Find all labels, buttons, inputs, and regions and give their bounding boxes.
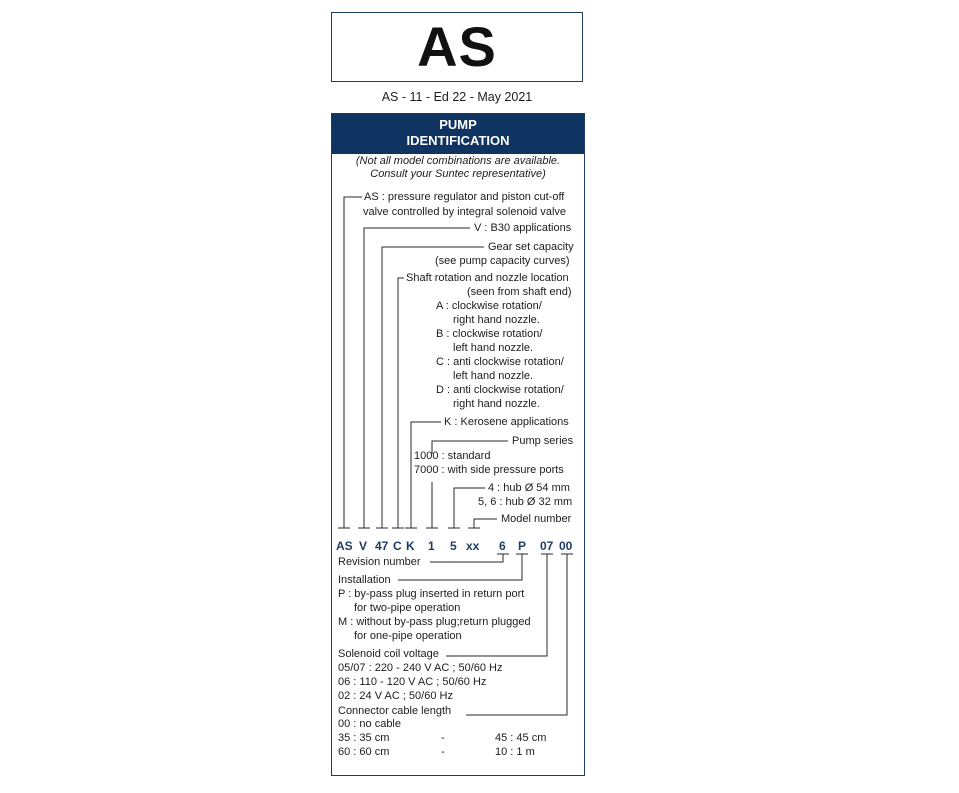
label-b-2: left hand nozzle. bbox=[453, 342, 534, 354]
label-gear-2: (see pump capacity curves) bbox=[435, 255, 570, 267]
label-cable-00: 00 : no cable bbox=[338, 718, 401, 730]
label-series-1000: 1000 : standard bbox=[414, 450, 491, 462]
label-cable-35: 35 : 35 cm bbox=[338, 732, 390, 744]
code-v: V bbox=[359, 539, 368, 553]
dash-1: - bbox=[441, 732, 445, 744]
label-series: Pump series bbox=[512, 435, 574, 447]
label-coil-3: 02 : 24 V AC ; 50/60 Hz bbox=[338, 690, 453, 702]
label-coil: Solenoid coil voltage bbox=[338, 648, 439, 660]
label-b-1: B : clockwise rotation/ bbox=[436, 328, 543, 340]
label-p-2: for two-pipe operation bbox=[354, 602, 461, 614]
label-as-2: valve controlled by integral solenoid valve bbox=[363, 206, 567, 218]
label-gear-1: Gear set capacity bbox=[488, 241, 574, 253]
label-c-2: left hand nozzle. bbox=[453, 370, 534, 382]
code-k: K bbox=[406, 539, 415, 553]
code-hub: 5 bbox=[450, 539, 457, 553]
code-model: xx bbox=[466, 539, 480, 553]
code-shaft: C bbox=[393, 539, 402, 553]
header-line-1: PUMP bbox=[439, 117, 477, 132]
code-as: AS bbox=[336, 539, 353, 553]
label-coil-2: 06 : 110 - 120 V AC ; 50/60 Hz bbox=[338, 676, 487, 688]
label-shaft-2: (seen from shaft end) bbox=[467, 286, 572, 298]
label-model: Model number bbox=[501, 513, 572, 525]
label-series-7000: 7000 : with side pressure ports bbox=[414, 464, 564, 476]
label-cable-60: 60 : 60 cm bbox=[338, 746, 390, 758]
label-cable: Connector cable length bbox=[338, 705, 452, 717]
label-d-2: right hand nozzle. bbox=[453, 398, 540, 410]
code-cable: 00 bbox=[559, 539, 573, 553]
label-d-1: D : anti clockwise rotation/ bbox=[436, 384, 564, 396]
label-shaft-1: Shaft rotation and nozzle location bbox=[406, 272, 569, 284]
label-m-2: for one-pipe operation bbox=[354, 630, 462, 642]
line-revision bbox=[430, 554, 503, 562]
edition-line: AS - 11 - Ed 22 - May 2021 bbox=[381, 90, 533, 104]
label-coil-1: 05/07 : 220 - 240 V AC ; 50/60 Hz bbox=[338, 662, 503, 674]
label-c-1: C : anti clockwise rotation/ bbox=[436, 356, 564, 368]
line-as bbox=[344, 197, 362, 528]
label-hub-4: 4 : hub Ø 54 mm bbox=[488, 482, 570, 494]
code-series: 1 bbox=[428, 539, 435, 553]
label-a-1: A : clockwise rotation/ bbox=[436, 300, 542, 312]
code-revision: 6 bbox=[499, 539, 506, 553]
note-line-2: Consult your Suntec representative) bbox=[370, 168, 546, 180]
label-revision: Revision number bbox=[338, 556, 421, 568]
line-cable bbox=[466, 554, 567, 715]
availability-note bbox=[331, 155, 585, 181]
code-coil: 07 bbox=[540, 539, 554, 553]
label-cable-10: 10 : 1 m bbox=[495, 746, 535, 758]
label-v: V : B30 applications bbox=[474, 222, 572, 234]
label-m-1: M : without by-pass plug;return plugged bbox=[338, 616, 531, 628]
label-p-1: P : by-pass plug inserted in return port bbox=[338, 588, 525, 600]
header-line-2: IDENTIFICATION bbox=[406, 133, 510, 148]
line-shaft bbox=[398, 278, 404, 528]
label-as-1: AS : pressure regulator and piston cut-off bbox=[364, 191, 565, 203]
label-installation: Installation bbox=[338, 574, 391, 586]
line-model bbox=[474, 519, 497, 528]
label-cable-45: 45 : 45 cm bbox=[495, 732, 547, 744]
note-line-1: (Not all model combinations are available. bbox=[355, 155, 561, 167]
label-hub-56: 5, 6 : hub Ø 32 mm bbox=[478, 496, 573, 508]
code-installation: P bbox=[518, 539, 527, 553]
dash-2: - bbox=[441, 746, 445, 758]
code-gear: 47 bbox=[375, 539, 389, 553]
model-title: AS bbox=[417, 15, 497, 78]
label-k: K : Kerosene applications bbox=[444, 416, 569, 428]
label-a-2: right hand nozzle. bbox=[453, 314, 540, 326]
